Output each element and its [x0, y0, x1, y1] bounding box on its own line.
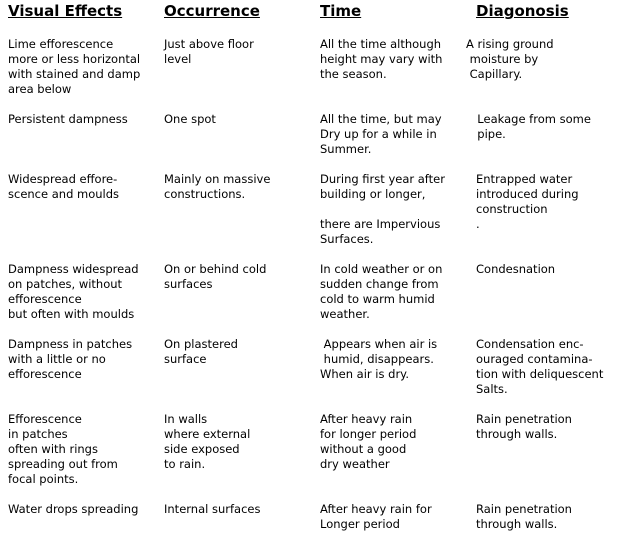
cell-time: Appears when air is humid, disappears. When air is dry.: [320, 337, 438, 381]
header-time: Time: [320, 2, 362, 20]
cell-visual-effects: Persistent dampness: [8, 112, 128, 126]
cell-time: In cold weather or on sudden change from cold to warm humid weather.: [320, 262, 443, 321]
cell-occurrence: Just above floor level: [164, 37, 254, 66]
cell-occurrence: One spot: [164, 112, 216, 126]
header-diagnosis: Diagonosis: [476, 2, 569, 20]
cell-visual-effects: Lime efforescence more or less horizontal with stained and damp area below: [8, 37, 141, 96]
header-visual-effects: Visual Effects: [8, 2, 123, 20]
cell-time: After heavy rain for Longer period: [320, 502, 432, 531]
cell-visual-effects: Widespread effore- scence and moulds: [8, 172, 120, 201]
cell-occurrence: On or behind cold surfaces: [164, 262, 267, 291]
cell-occurrence: On plastered surface: [164, 337, 238, 366]
cell-visual-effects: Dampness widespread on patches, without efforescence but often with moulds: [8, 262, 139, 321]
header-occurrence: Occurrence: [164, 2, 260, 20]
cell-time: All the time, but may Dry up for a while in Summer.: [320, 112, 442, 156]
cell-occurrence: In walls where external side exposed to rain.: [164, 412, 251, 471]
cell-diagnosis: Condensation enc- ouraged contamina- tion with deliquescent Salts.: [476, 337, 604, 396]
cell-diagnosis: Rain penetration through walls.: [476, 412, 572, 441]
cell-time: All the time although height may vary with the season.: [320, 37, 443, 81]
cell-visual-effects: Water drops spreading: [8, 502, 139, 516]
cell-diagnosis: Rain penetration through walls.: [476, 502, 572, 531]
cell-visual-effects: Efforescence in patches often with rings spreading out from focal points.: [8, 412, 118, 486]
cell-diagnosis: Condesnation: [476, 262, 556, 276]
cell-diagnosis: Leakage from some pipe.: [477, 112, 591, 141]
cell-occurrence: Mainly on massive constructions.: [164, 172, 271, 201]
cell-diagnosis: Entrapped water introduced during construction .: [476, 172, 579, 231]
cell-occurrence: Internal surfaces: [164, 502, 261, 516]
cell-visual-effects: Dampness in patches with a little or no efforescence: [8, 337, 133, 381]
cell-time: During first year after building or longer, there are Impervious Surfaces.: [320, 172, 445, 246]
cell-diagnosis: A rising ground moisture by Capillary.: [466, 37, 554, 81]
cell-time: After heavy rain for longer period without a good dry weather: [320, 412, 417, 471]
